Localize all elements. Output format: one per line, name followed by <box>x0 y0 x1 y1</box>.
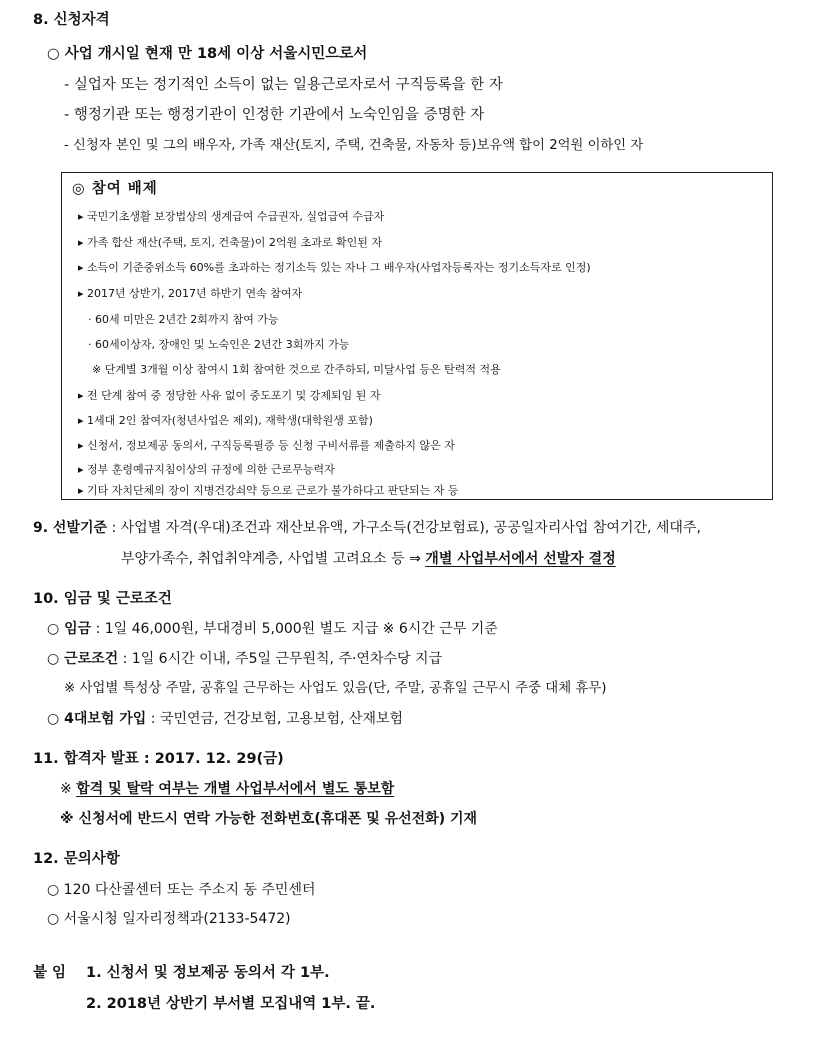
section-8-item: - 신청자 본인 및 그의 배우자, 가족 재산(토지, 주택, 건축물, 자동차 등)보유액 합이 2억원 이하인 자 <box>64 138 644 153</box>
exclusion-item: ▸ 기타 자치단체의 장이 지병건강쇠약 등으로 근로가 불가하다고 판단되는 자 등 <box>78 484 459 497</box>
section-9-line-2 <box>121 549 616 569</box>
section-9-label: 9. 선발기준 <box>33 520 108 536</box>
exclusion-item: ▸ 전 단계 참여 중 정당한 사유 없이 중도포기 및 강제퇴임 된 자 <box>78 389 381 402</box>
exclusion-item: ▸ 정부 훈령예규지침이상의 규정에 의한 근로무능력자 <box>78 463 335 476</box>
exclusion-item: ▸ 2017년 상반기, 2017년 하반기 연속 참여자 <box>78 287 303 300</box>
attachment-item-1: 1. 신청서 및 정보제공 동의서 각 1부. <box>86 965 330 981</box>
wage-label: ○ 임금 <box>47 621 92 637</box>
insurance-label: ○ 4대보험 가입 <box>47 711 147 727</box>
section-12-heading: 12. 문의사항 <box>33 851 120 867</box>
section-10-heading: 10. 임금 및 근로조건 <box>33 591 172 607</box>
exclusion-note: ※ 단계별 3개월 이상 참여시 1회 참여한 것으로 간주하되, 미달사업 등은 탄력적 적용 <box>92 363 501 376</box>
exclusion-item: ▸ 소득이 기준중위소득 60%를 초과하는 정기소득 있는 자나 그 배우자(사업자등록자는 정기소득자로 인정) <box>78 261 591 274</box>
conditions-note: ※ 사업별 특성상 주말, 공휴일 근무하는 사업도 있음(단, 주말, 공휴일 근무시 주중 대체 휴무) <box>64 681 607 696</box>
insurance-line <box>47 709 403 729</box>
exclusion-subitem: · 60세 미만은 2년간 2회까지 참여 가능 <box>88 313 279 326</box>
section-8-heading: 8. 신청자격 <box>33 12 110 28</box>
attachment-label: 붙 임 <box>33 965 67 981</box>
section-9-line-1 <box>33 518 701 538</box>
wage-text: : 1일 46,000원, 부대경비 5,000원 별도 지급 ※ 6시간 근무 기준 <box>91 621 498 637</box>
note-mark: ※ <box>60 781 77 797</box>
section-8-main-criterion: ○ 사업 개시일 현재 만 18세 이상 서울시민으로서 <box>47 46 368 62</box>
section-8-item: - 행정기관 또는 행정기관이 인정한 기관에서 노숙인임을 증명한 자 <box>64 107 485 123</box>
section-9-text-2: 부양가족수, 취업취약계층, 사업별 고려요소 등 ⇒ <box>121 551 426 567</box>
exclusion-item: ▸ 가족 합산 재산(주택, 토지, 건축물)이 2억원 초과로 확인된 자 <box>78 236 382 249</box>
exclusion-subitem: · 60세이상자, 장애인 및 노숙인은 2년간 3회까지 가능 <box>88 338 350 351</box>
exclusion-item: ▸ 신청서, 정보제공 동의서, 구직등록필증 등 신청 구비서류를 제출하지 않은 자 <box>78 439 455 452</box>
exclusion-item: ▸ 1세대 2인 참여자(청년사업은 제외), 재학생(대학원생 포함) <box>78 414 373 427</box>
announcement-note-1 <box>60 779 394 799</box>
inquiry-item: ○ 120 다산콜센터 또는 주소지 동 주민센터 <box>47 882 316 898</box>
section-8-item: - 실업자 또는 정기적인 소득이 없는 일용근로자로서 구직등록을 한 자 <box>64 77 503 93</box>
exclusion-item: ▸ 국민기초생활 보장법상의 생계급여 수급권자, 실업급여 수급자 <box>78 210 385 223</box>
announcement-note-2: ※ 신청서에 반드시 연락 가능한 전화번호(휴대폰 및 유선전화) 기재 <box>60 811 478 827</box>
conditions-text: : 1일 6시간 이내, 주5일 근무원칙, 주·연차수당 지급 <box>118 651 443 667</box>
exclusion-title: ◎ 참여 배제 <box>72 181 158 197</box>
note-1-text: 합격 및 탈락 여부는 개별 사업부서에서 별도 통보함 <box>76 781 395 797</box>
wage-line <box>47 619 498 639</box>
conditions-label: ○ 근로조건 <box>47 651 119 667</box>
section-9-emphasis: 개별 사업부서에서 선발자 결정 <box>425 551 616 567</box>
inquiry-item: ○ 서울시청 일자리정책과(2133-5472) <box>47 911 291 927</box>
section-9-text: : 사업별 자격(우대)조건과 재산보유액, 가구소득(건강보험료), 공공일자리사업 참여기간, 세대주, <box>107 520 701 536</box>
attachment-item-2: 2. 2018년 상반기 부서별 모집내역 1부. 끝. <box>86 996 376 1012</box>
insurance-text: : 국민연금, 건강보험, 고용보험, 산재보험 <box>146 711 404 727</box>
conditions-line <box>47 649 442 669</box>
section-11-heading: 11. 합격자 발표 : 2017. 12. 29(금) <box>33 751 284 767</box>
exclusion-box <box>61 172 773 500</box>
